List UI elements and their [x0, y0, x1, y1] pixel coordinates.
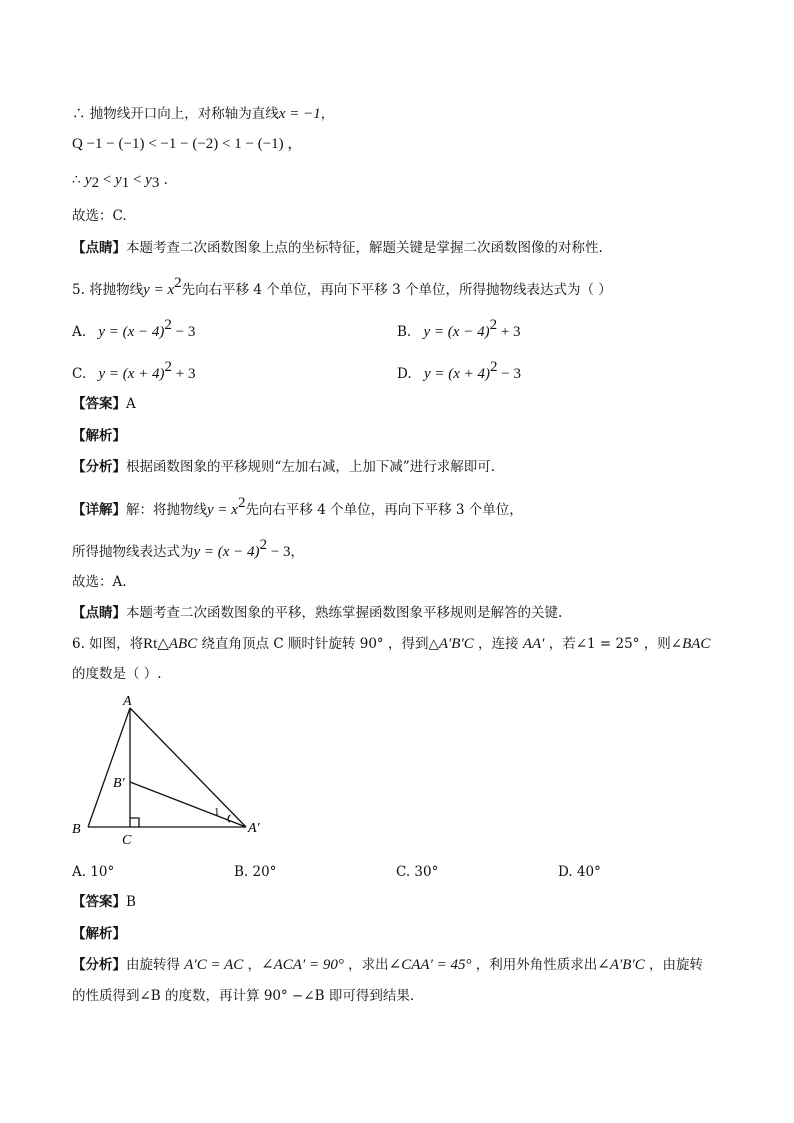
fenxi-math: A′C = AC — [184, 957, 244, 973]
fenxi-text: ，由旋转 — [644, 957, 704, 973]
q6-option-b[interactable] — [234, 862, 276, 882]
q6-text: ，连接 — [473, 636, 523, 652]
comment-5 — [72, 603, 562, 623]
detail-text: 先向右平移 4 个单位，再向下平移 3 个单位， — [245, 502, 523, 518]
punct: ， — [320, 106, 335, 122]
tag-fenxi: 【分析】 — [72, 957, 126, 973]
tag-answer: 【答案】 — [72, 396, 126, 412]
fenxi-math: ∠A′B′C — [597, 957, 645, 973]
option-math: y = — [423, 324, 448, 340]
comment-text: 本题考查二次函数图象上点的坐标特征，解题关键是掌握二次函数图像的对称性. — [126, 240, 603, 256]
q5-option-d[interactable] — [397, 357, 521, 384]
lt-sign: < — [99, 172, 116, 188]
q5-text-pre: 5. 将抛物线 — [72, 282, 144, 298]
option-math: + 3 — [497, 324, 521, 340]
label-angle-1: 1 — [214, 806, 220, 818]
result-math: y = — [193, 544, 218, 560]
right-angle-mark — [130, 818, 139, 827]
fenxi-math: ∠ACA′ = 90° — [261, 957, 344, 973]
tag-analysis: 【解析】 — [72, 926, 126, 942]
q5-option-b[interactable] — [397, 315, 521, 342]
label-bprime: B′ — [113, 776, 125, 791]
q5-option-a[interactable] — [72, 315, 195, 342]
fenxi-text: 由旋转得 — [126, 957, 185, 973]
result-sup: 2 — [259, 537, 268, 553]
answer-6 — [72, 892, 136, 912]
q6-text: ，若∠1 = 25° ，则∠ — [544, 636, 683, 652]
fenxi-text: 的性质得到∠B 的度数，再计算 90° −∠B 即可得到结果. — [72, 988, 415, 1004]
result-math: (x − 4) — [217, 544, 260, 560]
period: . — [159, 172, 168, 188]
option-math: + 3 — [172, 366, 196, 382]
lt-sign: < — [129, 172, 146, 188]
comment-text: 本题考查二次函数图象的平移，熟练掌握函数图象平移规则是解答的关键. — [126, 605, 563, 621]
choice-text: 故选：A. — [72, 574, 127, 590]
q6-text: 6. 如图，将 — [72, 636, 144, 652]
option-text: C. 30° — [396, 864, 439, 880]
subscript-2: 2 — [91, 175, 100, 191]
option-label: B. — [397, 324, 412, 340]
detail-math: y = x — [207, 502, 238, 518]
q6-rt: Rt△ — [143, 636, 169, 652]
option-text: B. 20° — [234, 864, 277, 880]
question-6 — [72, 634, 710, 654]
q6-math: BAC — [682, 636, 711, 652]
option-math: (x + 4) — [122, 366, 165, 382]
detail-text: 解：将抛物线 — [126, 502, 207, 518]
option-math: (x − 4) — [447, 324, 490, 340]
text-axis: ∴ 抛物线开口向上，对称轴为直线 — [72, 106, 279, 122]
tag-comment: 【点睛】 — [72, 605, 126, 621]
tag-fenxi: 【分析】 — [72, 459, 126, 475]
option-sup: 2 — [489, 317, 498, 333]
question-6-cont — [72, 664, 162, 684]
answer-value: B — [126, 894, 136, 910]
math-compare: Q −1 − (−1) < −1 − (−2) < 1 − (−1) ， — [72, 136, 303, 152]
q6-option-a[interactable] — [72, 862, 114, 882]
option-math: − 3 — [171, 324, 196, 340]
analysis-5 — [72, 457, 495, 477]
q6-math: ABC — [168, 636, 198, 652]
option-math: y = — [423, 366, 449, 382]
solution-line-compare — [72, 134, 302, 154]
q5-math: y = x — [143, 282, 175, 298]
analysis-6 — [72, 955, 703, 975]
math-y3: y — [145, 172, 152, 188]
segment-aapr — [130, 708, 246, 827]
q6-option-c[interactable] — [396, 862, 438, 882]
detail-5-result — [72, 535, 304, 562]
option-label: C. — [72, 366, 87, 382]
option-math: (x + 4) — [448, 366, 490, 382]
option-sup: 2 — [164, 317, 172, 333]
q6-math: AA′ — [522, 636, 545, 652]
q6-math: A′B′C — [438, 636, 474, 652]
option-math: y = — [98, 324, 123, 340]
tag-comment: 【点睛】 — [72, 240, 126, 256]
q5-sup: 2 — [174, 275, 182, 291]
option-math: y = — [98, 366, 123, 382]
solution-line-axis — [72, 104, 334, 124]
option-math: − 3 — [497, 366, 521, 382]
answer-5 — [72, 394, 136, 414]
therefore-symbol: ∴ — [72, 172, 81, 188]
label-c: C — [122, 833, 132, 848]
triangle-figure — [68, 692, 268, 848]
answer-value: A — [126, 396, 136, 412]
result-math: − 3 — [267, 544, 291, 560]
subscript-3: 3 — [151, 175, 160, 191]
comment-line — [72, 238, 603, 258]
detail-sup: 2 — [237, 495, 246, 511]
tag-analysis: 【解析】 — [72, 428, 126, 444]
subscript-1: 1 — [121, 175, 130, 191]
math-y2: y — [84, 172, 92, 188]
fenxi-math: ∠CAA′ = 45° — [388, 957, 472, 973]
q6-text: 绕直角顶点 C 顺时针旋转 90° ，得到△ — [197, 636, 439, 652]
fenxi-text: ，利用外角性质求出 — [471, 957, 598, 973]
option-math: (x − 4) — [122, 324, 165, 340]
punct: ， — [290, 544, 305, 560]
label-a: A — [123, 694, 132, 709]
analysis-6-heading — [72, 924, 126, 944]
option-text: D. 40° — [558, 864, 601, 880]
tag-answer: 【答案】 — [72, 894, 126, 910]
option-text: A. 10° — [72, 864, 115, 880]
option-sup: 2 — [490, 359, 498, 375]
tag-detail: 【详解】 — [72, 502, 126, 518]
result-text: 所得抛物线表达式为 — [72, 544, 194, 560]
analysis-6-cont — [72, 986, 414, 1006]
q5-option-c[interactable] — [72, 357, 195, 384]
detail-5-choice — [72, 572, 127, 592]
solution-line-order — [72, 170, 168, 193]
answer-choice-c — [72, 206, 127, 226]
q6-text: 的度数是（ ）. — [72, 666, 162, 682]
q5-text-post: 先向右平移 4 个单位，再向下平移 3 个单位，所得抛物线表达式为（ ） — [181, 282, 612, 298]
question-5 — [72, 273, 612, 300]
q6-option-d[interactable] — [558, 862, 601, 882]
detail-5 — [72, 493, 523, 520]
choice-text: 故选：C. — [72, 208, 127, 224]
segment-ba — [88, 708, 130, 827]
label-aprime: A′ — [248, 821, 260, 836]
option-sup: 2 — [164, 359, 172, 375]
math-x-eq: x = −1 — [278, 106, 321, 122]
analysis-5-heading — [72, 426, 126, 446]
fenxi-text: 根据函数图象的平移规则“左加右减，上加下减”进行求解即可. — [126, 459, 496, 475]
option-label: A. — [72, 324, 87, 340]
label-b: B — [72, 822, 81, 837]
fenxi-text: ，求出 — [343, 957, 389, 973]
fenxi-text: ， — [243, 957, 262, 973]
math-y1: y — [115, 172, 122, 188]
option-label: D. — [397, 366, 412, 382]
